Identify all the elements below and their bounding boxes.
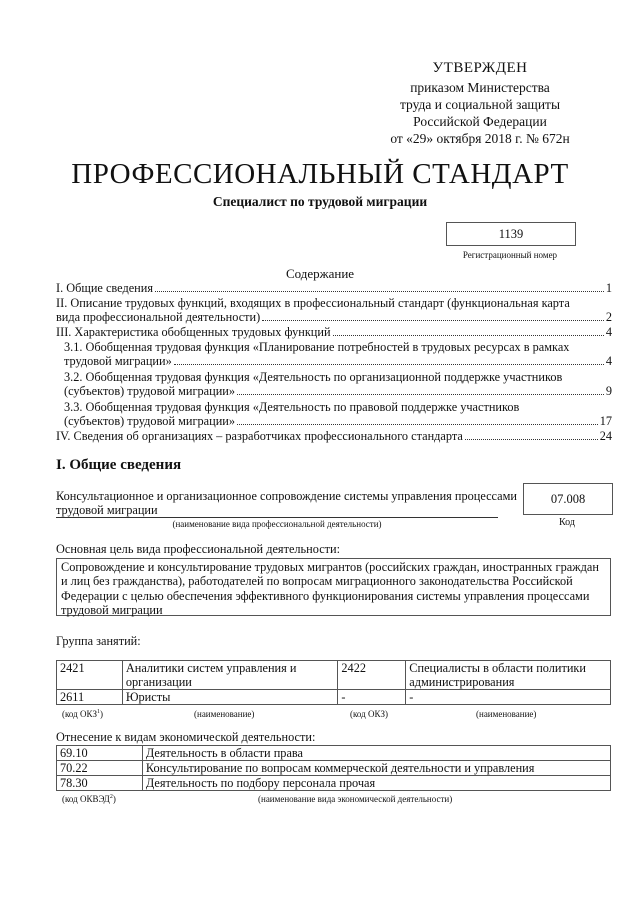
toc-entry-text: (субъектов) трудовой миграции» xyxy=(64,384,236,398)
occupations-table xyxy=(56,660,611,705)
table-row xyxy=(57,776,611,791)
table-row xyxy=(57,746,611,761)
economic-label: Отнесение к видам экономической деятельности: xyxy=(56,730,316,744)
approval-heading: УТВЕРЖДЕН xyxy=(432,60,528,76)
toc-entry[interactable] xyxy=(56,281,612,296)
toc-leader xyxy=(237,394,604,395)
okved-name: Деятельность по подбору персонала прочая xyxy=(142,776,610,791)
toc-entry[interactable] xyxy=(56,325,612,340)
code-caption: Код xyxy=(559,517,575,528)
economic-code-caption: (код ОКВЭД$^2$) xyxy=(62,794,116,804)
okved-code: 78.30 xyxy=(57,776,143,791)
table-row xyxy=(57,661,611,690)
occupations-name-caption: (наименование) xyxy=(476,709,537,719)
okved-code: 69.10 xyxy=(57,746,143,761)
toc-entry-text[interactable]: 3.2. Обобщенная трудовая функция «Деятельность по организационной поддержке участников xyxy=(64,370,563,384)
goal-text-box: Сопровождение и консультирование трудовых мигрантов (российских граждан, иностранных граждан и лиц без гражданства), работодателей по вопросам миграционного законодательства Российской Федерации с целью обеспечения эффективного функционирования системы управления процессами трудовой миграции xyxy=(56,558,611,616)
toc-page: 17 xyxy=(599,414,612,428)
toc-title: Содержание xyxy=(285,266,355,281)
activity-caption: (наименование вида профессиональной деятельности) xyxy=(172,519,382,529)
activity-name: Консультационное и организационное сопровождение системы управления процессами трудовой миграции xyxy=(56,489,517,517)
toc-entry[interactable] xyxy=(64,414,612,429)
okved-name: Консультирование по вопросам коммерческой деятельности и управления xyxy=(142,761,610,776)
approval-date-line: от «29» октября 2018 г. № 672н xyxy=(390,131,570,146)
registration-number-box: 1139 xyxy=(446,222,576,246)
toc-leader xyxy=(465,439,598,440)
occupations-code-caption: (код ОКЗ$^1$) xyxy=(62,709,103,719)
toc-page: 9 xyxy=(605,384,612,398)
toc-entry-text[interactable]: II. Описание трудовых функций, входящих в профессиональный стандарт (функциональная карта xyxy=(56,296,570,310)
approval-line: Российской Федерации xyxy=(413,114,547,129)
occupation-code: 2421 xyxy=(57,661,123,690)
approval-line: труда и социальной защиты xyxy=(399,97,561,112)
toc-entry-text: (субъектов) трудовой миграции» xyxy=(64,414,236,428)
occupations-label: Группа занятий: xyxy=(56,634,141,648)
occupation-code: 2422 xyxy=(338,661,406,690)
toc-entry[interactable] xyxy=(56,310,612,325)
occupation-code: - xyxy=(338,690,406,705)
occupations-code-caption: (код ОКЗ) xyxy=(350,709,388,719)
approval-block xyxy=(360,60,600,147)
toc-page: 24 xyxy=(599,429,612,443)
toc-entry-text: вида профессиональной деятельности) xyxy=(56,310,261,324)
toc-entry-text: IV. Сведения об организациях – разработчиках профессионального стандарта xyxy=(56,429,463,443)
economic-name-caption: (наименование вида экономической деятельности) xyxy=(258,794,453,804)
toc-page: 4 xyxy=(605,354,612,368)
document-title: ПРОФЕССИОНАЛЬНЫЙ СТАНДАРТ xyxy=(71,158,569,190)
toc-leader xyxy=(174,364,604,365)
registration-caption: Регистрационный номер xyxy=(462,250,558,260)
okved-code: 70.22 xyxy=(57,761,143,776)
goal-label: Основная цель вида профессиональной деятельности: xyxy=(56,542,341,556)
occupation-name: Специалисты в области политики администрирования xyxy=(406,661,611,690)
occupation-name: Юристы xyxy=(122,690,338,705)
occupation-name: - xyxy=(406,690,611,705)
table-row xyxy=(57,690,611,705)
toc-leader xyxy=(237,424,598,425)
toc-page: 2 xyxy=(605,310,612,324)
toc-entry[interactable] xyxy=(64,354,612,369)
toc-entry-text: III. Характеристика обобщенных трудовых функций xyxy=(56,325,331,339)
toc-page: 1 xyxy=(605,281,612,295)
economic-activities-table xyxy=(56,745,611,791)
toc-leader xyxy=(262,320,604,321)
okved-name: Деятельность в области права xyxy=(142,746,610,761)
table-row xyxy=(57,761,611,776)
section-heading: I. Общие сведения xyxy=(56,457,182,473)
underline-divider xyxy=(56,517,498,518)
toc-entry-text[interactable]: 3.3. Обобщенная трудовая функция «Деятельность по правовой поддержке участников xyxy=(64,400,520,414)
toc-entry-text: I. Общие сведения xyxy=(56,281,153,295)
toc-leader xyxy=(155,291,604,292)
toc-entry[interactable] xyxy=(64,384,612,399)
toc-leader xyxy=(333,335,604,336)
toc-entry-text[interactable]: 3.1. Обобщенная трудовая функция «Планирование потребностей в трудовых ресурсах в рамках xyxy=(64,340,570,354)
occupation-code: 2611 xyxy=(57,690,123,705)
occupation-name: Аналитики систем управления и организации xyxy=(122,661,338,690)
approval-line: приказом Министерства xyxy=(410,80,550,95)
toc-page: 4 xyxy=(605,325,612,339)
toc-entry[interactable] xyxy=(56,429,612,444)
document-subtitle: Специалист по трудовой миграции xyxy=(212,194,428,209)
occupations-name-caption: (наименование) xyxy=(194,709,255,719)
toc-entry-text: трудовой миграции» xyxy=(64,354,172,368)
activity-code-box: 07.008 xyxy=(523,483,613,515)
